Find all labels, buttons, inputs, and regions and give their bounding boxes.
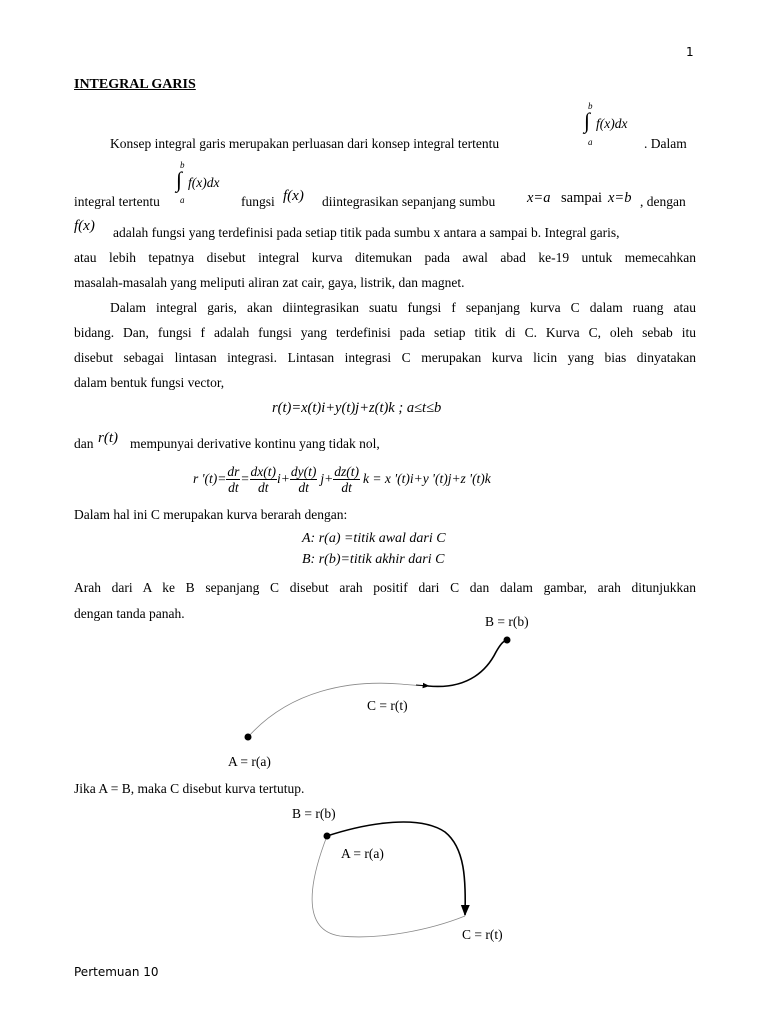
integral-expression: f(x)dx	[188, 175, 220, 190]
integral-sign: ∫	[584, 108, 591, 133]
fraction-dz-dt: $\frac{dz(t)}{dt}$	[334, 463, 359, 495]
p1-line4: atau lebih tepatnya disebut integral kurva ditemukan pada awal abad ke-19 untuk memecahkan	[74, 250, 696, 265]
closed-curve-thin	[312, 836, 465, 937]
fx-inline-2: f(x)	[74, 218, 95, 234]
x-equals-b: x=b	[608, 190, 632, 206]
page-number: 1	[686, 45, 694, 59]
eq2-equals: =	[240, 471, 250, 486]
eq2-rhs: k = x '(t)i+y '(t)j+z '(t)k	[362, 471, 491, 486]
eq2-i: i+	[277, 471, 290, 486]
p2-line4: dalam bentuk fungsi vector,	[74, 375, 225, 390]
p2-line1: Dalam integral garis, akan diintegrasikan suatu fungsi f sepanjang kurva C dalam ruang atau	[110, 300, 696, 315]
p1-line1-text: Konsep integral garis merupakan perluasan dari konsep integral tertentu	[110, 136, 500, 151]
eq2-lhs: r '(t)=	[193, 471, 227, 486]
p1-line2-fungsi: fungsi	[241, 194, 275, 209]
p1-line1-tail: . Dalam	[644, 136, 687, 151]
fraction-dy-dt: $\frac{dy(t)}{dt}$	[290, 463, 317, 495]
fig2-label-c: C = r(t)	[462, 927, 503, 942]
p1-line3: adalah fungsi yang terdefinisi pada setiap titik pada sumbu x antara a sampai b. Integral garis,	[113, 225, 620, 240]
x-equals-a: x=a	[527, 190, 551, 206]
integral-expression: f(x)dx	[596, 116, 628, 131]
point-ab	[324, 833, 331, 840]
dan-text: dan	[74, 436, 94, 451]
start-point-equation: A: r(a) =titik awal dari C	[302, 531, 446, 546]
section-title: INTEGRAL GARIS	[74, 77, 196, 92]
eq2-j: j+	[320, 471, 334, 486]
integral-upper-limit: b	[588, 101, 593, 111]
integral-lower-limit: a	[588, 137, 593, 147]
integral-upper-limit: b	[180, 160, 185, 170]
p3-line1: Arah dari A ke B sepanjang C disebut arah positif dari C dan dalam gambar, arah ditunjukkan	[74, 580, 696, 595]
sampai-text: sampai	[561, 190, 603, 206]
fig1-label-a: A = r(a)	[228, 754, 271, 769]
closed-curve-text: Jika A = B, maka C disebut kurva tertutup.	[74, 781, 305, 796]
integral-sign: ∫	[176, 167, 183, 192]
integral-lower-limit: a	[180, 195, 185, 205]
fig2-label-a: A = r(a)	[341, 846, 384, 861]
footer-text: Pertemuan 10	[74, 965, 159, 979]
fig1-label-b: B = r(b)	[485, 614, 529, 629]
p1-line5: masalah-masalah yang meliputi aliran zat cair, gaya, listrik, dan magnet.	[74, 275, 465, 290]
p1-line2-mid: diintegrasikan sepanjang sumbu	[322, 194, 496, 209]
fx-inline: f(x)	[283, 188, 304, 204]
vector-function-equation: r(t)=x(t)i+y(t)j+z(t)k ; a≤t≤b	[272, 400, 442, 416]
fig1-label-c: C = r(t)	[367, 698, 408, 713]
fraction-dx-dt: $\frac{dx(t)}{dt}$	[250, 463, 276, 495]
berarah-text: Dalam hal ini C merupakan kurva berarah dengan:	[74, 507, 348, 522]
rt-inline: r(t)	[98, 430, 118, 446]
fraction-dr-dt: $\frac{dr}{dt}$	[227, 463, 240, 495]
derivative-text: mempunyai derivative kontinu yang tidak nol,	[130, 436, 380, 451]
end-point-equation: B: r(b)=titik akhir dari C	[302, 552, 445, 567]
p2-line3: disebut sebagai lintasan integrasi. Lintasan integrasi C merupakan kurva licin yang bias dinyatakan	[74, 350, 696, 365]
p2-line2: bidang. Dan, fungsi f adalah fungsi yang terdefinisi pada setiap titik di C. Kurva C, oleh sebab itu	[74, 325, 696, 340]
closed-curve-thick	[327, 822, 465, 915]
p1-line2-start: integral tertentu	[74, 194, 160, 209]
p3-line2: dengan tanda panah.	[74, 606, 185, 621]
p1-line2-dengan: , dengan	[640, 194, 686, 209]
fig2-label-b: B = r(b)	[292, 806, 336, 821]
